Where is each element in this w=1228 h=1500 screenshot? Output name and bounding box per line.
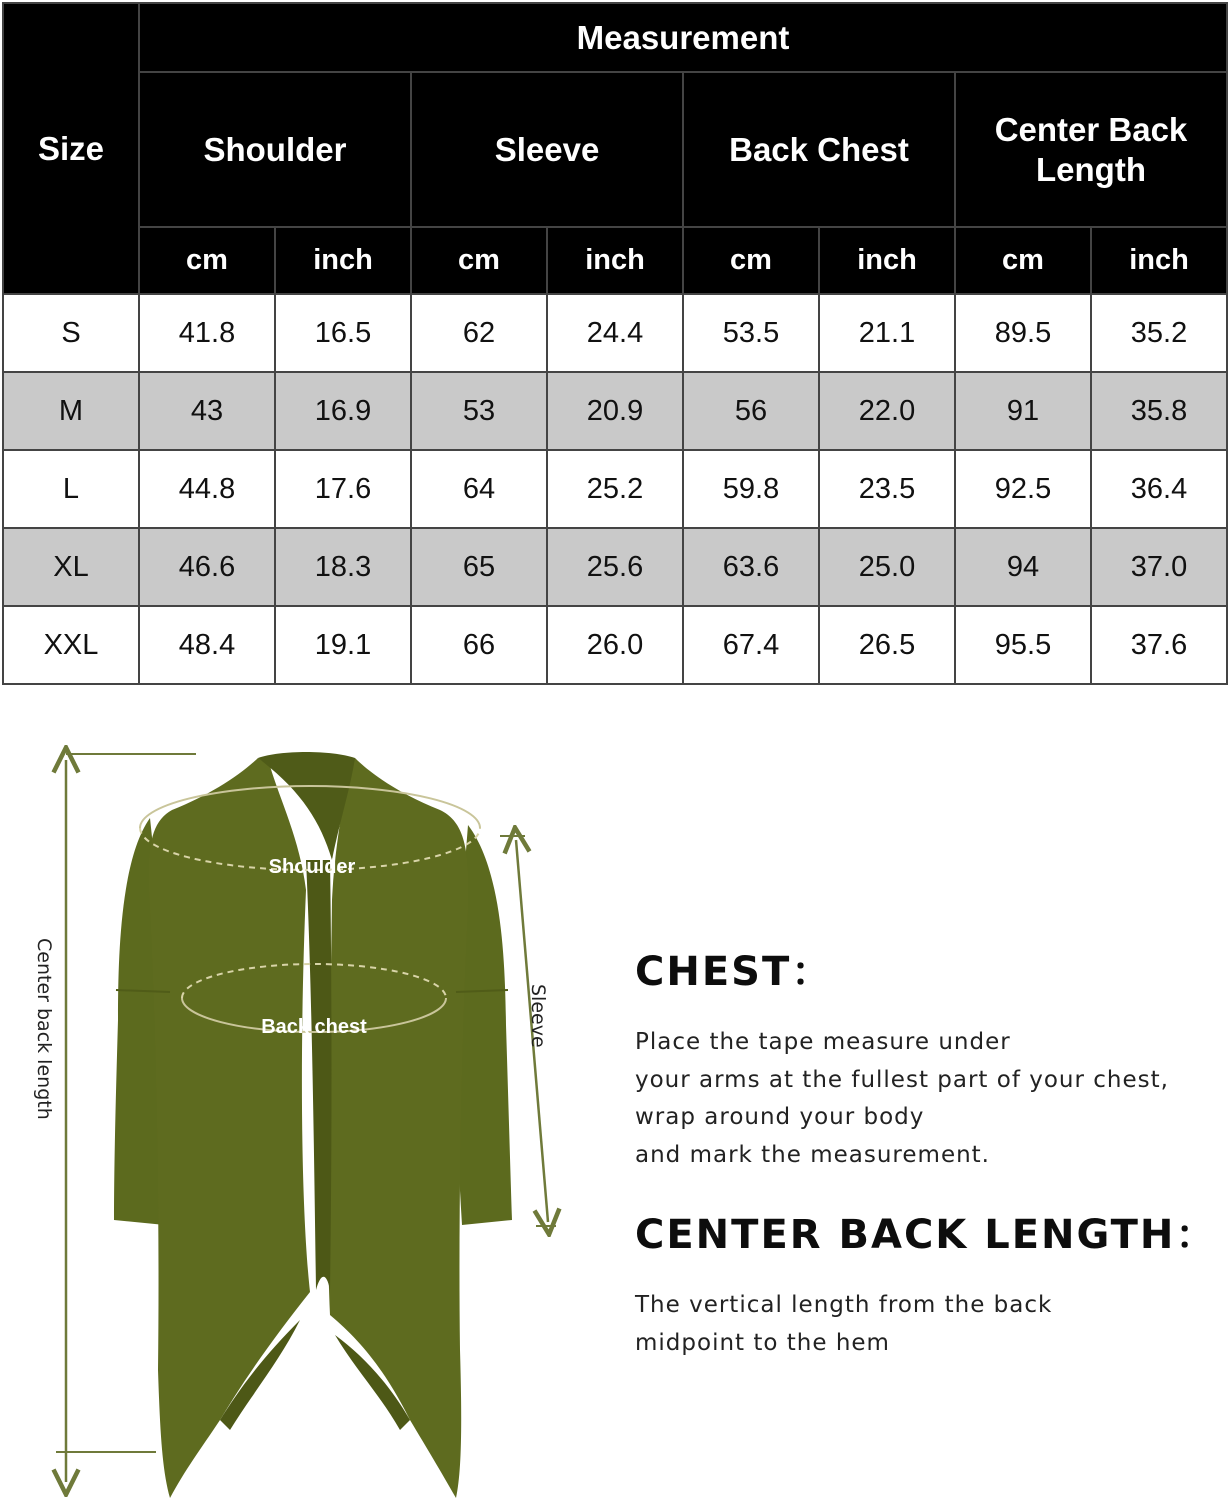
value-cell: 19.1 <box>275 606 411 684</box>
back-chest-label: Back chest <box>261 1016 367 1038</box>
unit-header: inch <box>275 227 411 294</box>
value-cell: 59.8 <box>683 450 819 528</box>
instruction-line: and mark the measurement. <box>635 1141 990 1168</box>
sleeve-header: Sleeve <box>411 72 683 227</box>
table-row <box>3 606 1227 684</box>
unit-header: cm <box>411 227 547 294</box>
garment-diagram <box>0 730 600 1500</box>
sleeve-label: Sleeve <box>527 984 549 1048</box>
size-cell: XL <box>3 528 139 606</box>
value-cell: 35.8 <box>1091 372 1227 450</box>
value-cell: 37.0 <box>1091 528 1227 606</box>
shoulder-label: Shoulder <box>268 856 356 878</box>
table-row <box>3 294 1227 372</box>
value-cell: 56 <box>683 372 819 450</box>
value-cell: 92.5 <box>955 450 1091 528</box>
unit-header: inch <box>819 227 955 294</box>
unit-header: cm <box>139 227 275 294</box>
center-back-length-header: Center Back Length <box>955 72 1227 227</box>
value-cell: 36.4 <box>1091 450 1227 528</box>
size-cell: L <box>3 450 139 528</box>
instruction-line: wrap around your body <box>635 1104 925 1130</box>
value-cell: 17.6 <box>275 450 411 528</box>
value-cell: 65 <box>411 528 547 606</box>
value-cell: 41.8 <box>139 294 275 372</box>
value-cell: 35.2 <box>1091 294 1227 372</box>
value-cell: 22.0 <box>819 372 955 450</box>
value-cell: 21.1 <box>819 294 955 372</box>
value-cell: 63.6 <box>683 528 819 606</box>
back-chest-header: Back Chest <box>683 72 955 227</box>
shoulder-header: Shoulder <box>139 72 411 227</box>
unit-header: cm <box>955 227 1091 294</box>
value-cell: 25.2 <box>547 450 683 528</box>
value-cell: 48.4 <box>139 606 275 684</box>
value-cell: 53 <box>411 372 547 450</box>
value-cell: 89.5 <box>955 294 1091 372</box>
table-row <box>3 450 1227 528</box>
table-row <box>3 528 1227 606</box>
unit-header: cm <box>683 227 819 294</box>
chest-instructions <box>635 1024 1169 1174</box>
center-back-length-instructions <box>635 1287 1217 1362</box>
value-cell: 37.6 <box>1091 606 1227 684</box>
value-cell: 43 <box>139 372 275 450</box>
value-cell: 53.5 <box>683 294 819 372</box>
size-cell: M <box>3 372 139 450</box>
size-cell: XXL <box>3 606 139 684</box>
value-cell: 91 <box>955 372 1091 450</box>
size-cell: S <box>3 294 139 372</box>
value-cell: 46.6 <box>139 528 275 606</box>
center-back-length-heading: CENTER BACK LENGTH： <box>635 1212 1218 1258</box>
instruction-line: Place the tape measure under <box>635 1029 1011 1055</box>
value-cell: 64 <box>411 450 547 528</box>
value-cell: 94 <box>955 528 1091 606</box>
unit-header: inch <box>547 227 683 294</box>
chest-heading: CHEST： <box>635 949 834 995</box>
size-header: Size <box>3 3 139 294</box>
chest-guide <box>635 940 1169 1174</box>
instruction-line: The vertical length from the back <box>635 1292 1053 1318</box>
center-back-length-guide <box>635 1203 1217 1362</box>
size-chart-table <box>2 2 1228 685</box>
value-cell: 25.6 <box>547 528 683 606</box>
measurement-header: Measurement <box>139 3 1227 72</box>
center-back-length-label: Center back length <box>33 938 55 1120</box>
value-cell: 26.0 <box>547 606 683 684</box>
value-cell: 95.5 <box>955 606 1091 684</box>
instruction-line: your arms at the fullest part of your chest, <box>635 1066 1169 1093</box>
value-cell: 16.5 <box>275 294 411 372</box>
value-cell: 16.9 <box>275 372 411 450</box>
value-cell: 26.5 <box>819 606 955 684</box>
table-row <box>3 372 1227 450</box>
value-cell: 23.5 <box>819 450 955 528</box>
value-cell: 66 <box>411 606 547 684</box>
value-cell: 62 <box>411 294 547 372</box>
value-cell: 18.3 <box>275 528 411 606</box>
value-cell: 44.8 <box>139 450 275 528</box>
value-cell: 20.9 <box>547 372 683 450</box>
unit-header: inch <box>1091 227 1227 294</box>
instruction-line: midpoint to the hem <box>635 1329 890 1356</box>
value-cell: 24.4 <box>547 294 683 372</box>
value-cell: 25.0 <box>819 528 955 606</box>
value-cell: 67.4 <box>683 606 819 684</box>
